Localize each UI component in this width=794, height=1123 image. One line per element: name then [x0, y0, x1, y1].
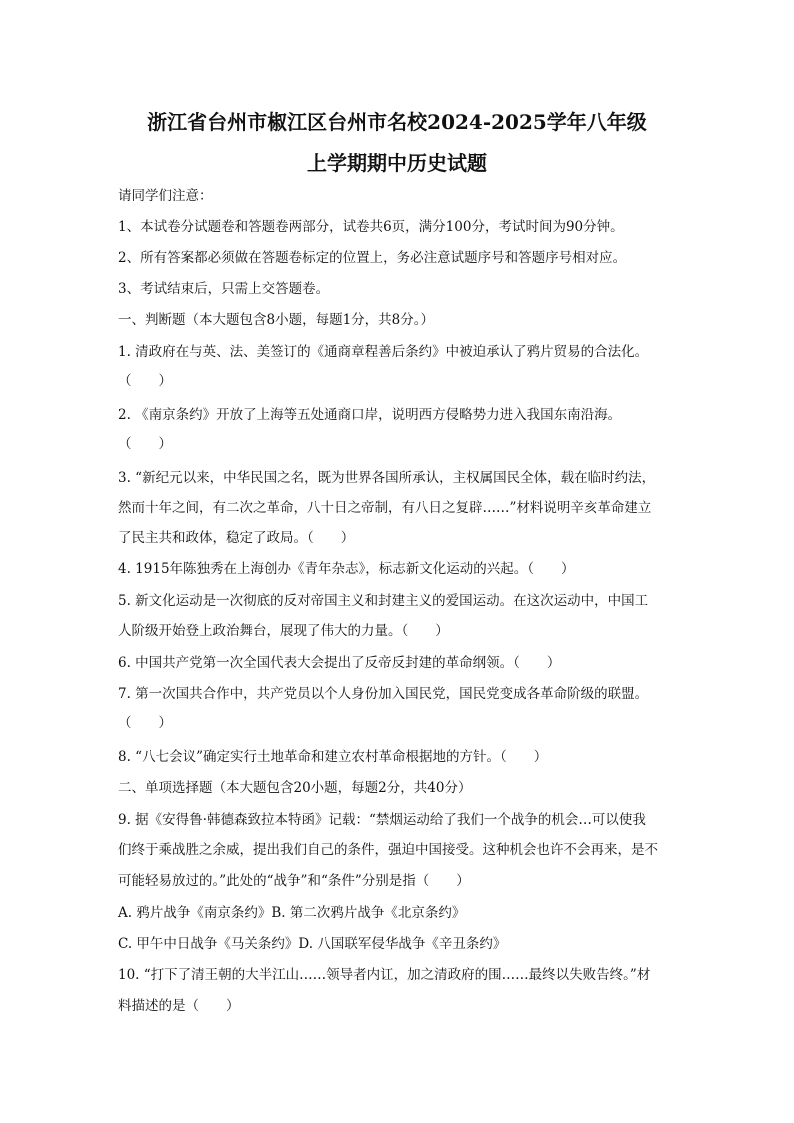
question-4: 4. 1915年陈独秀在上海创办《青年杂志》，标志新文化运动的兴起。（ ） — [118, 561, 575, 577]
question-2-line-1: 2. 《南京条约》开放了上海等五处通商口岸，说明西方侵略势力进入我国东南沿海。 — [118, 407, 622, 423]
question-1-line-1: 1. 清政府在与英、法、美签订的《通商章程善后条约》中被迫承认了鸦片贸易的合法化。 — [118, 344, 649, 360]
question-2-answer-blank: （ ） — [118, 436, 172, 452]
exam-title-line-2: 上学期期中历史试题 — [307, 151, 487, 175]
question-5-line-1: 5. 新文化运动是一次彻底的反对帝国主义和封建主义的爱国运动。在这次运动中，中国工 — [118, 593, 649, 609]
question-9-options-c-d: C. 甲午中日战争《马关条约》D. 八国联军侵华战争《辛丑条约》 — [118, 936, 507, 952]
question-7-answer-blank: （ ） — [118, 715, 172, 731]
question-5-line-2: 人阶级开始登上政治舞台，展现了伟大的力量。（ ） — [118, 623, 449, 639]
question-1-answer-blank: （ ） — [118, 373, 172, 389]
question-9-options-a-b: A. 鸦片战争《南京条约》B. 第二次鸦片战争《北京条约》 — [118, 905, 466, 921]
notice-heading: 请同学们注意： — [118, 188, 213, 204]
exam-title-line-1: 浙江省台州市椒江区台州市名校2024-2025学年八年级 — [147, 110, 647, 134]
question-7-line-1: 7. 第一次国共合作中，共产党员以个人身份加入国民党，国民党变成各革命阶级的联盟。 — [118, 686, 649, 702]
question-9-line-3: 可能轻易放过的。”此处的“战争”和“条件”分别是指（ ） — [118, 873, 470, 889]
question-3-line-1: 3. “新纪元以来，中华民国之名，既为世界各国所承认，主权属国民全体，载在临时约法， — [118, 470, 656, 486]
notice-item-2: 2、所有答案都必须做在答题卷标定的位置上，务必注意试题序号和答题序号相对应。 — [118, 250, 627, 266]
section-2-heading: 二、单项选择题（本大题包含20小题，每题2分，共40分） — [118, 780, 472, 796]
question-3-line-3: 了民主共和政体，稳定了政局。（ ） — [118, 530, 355, 546]
question-10-line-2: 料描述的是（ ） — [118, 998, 240, 1014]
question-9-line-2: 们终于乘战胜之余威，提出我们自己的条件，强迫中国接受。这种机会也许不会再来，是不 — [118, 842, 658, 858]
question-10-line-1: 10. “打下了清王朝的大半江山……领导者内讧，加之清政府的围……最终以失败告终。”材 — [118, 967, 651, 983]
question-3-line-2: 然而十年之间，有二次之革命，八十日之帝制，有八日之复辟……”材料说明辛亥革命建立 — [118, 500, 652, 516]
section-1-heading: 一、判断题（本大题包含8小题，每题1分，共8分。） — [118, 312, 435, 328]
question-8: 8. “八七会议”确定实行土地革命和建立农村革命根据地的方针。（ ） — [118, 749, 548, 765]
question-6: 6. 中国共产党第一次全国代表大会提出了反帝反封建的革命纲领。（ ） — [118, 655, 561, 671]
question-9-line-1: 9. 据《安得鲁·韩德森致拉本特函》记载：“禁烟运动给了我们一个战争的机会…可以使我 — [118, 812, 646, 828]
notice-item-1: 1、本试卷分试题卷和答题卷两部分，试卷共6页，满分100分，考试时间为90分钟。 — [118, 219, 624, 235]
notice-item-3: 3、考试结束后，只需上交答题卷。 — [118, 281, 330, 297]
